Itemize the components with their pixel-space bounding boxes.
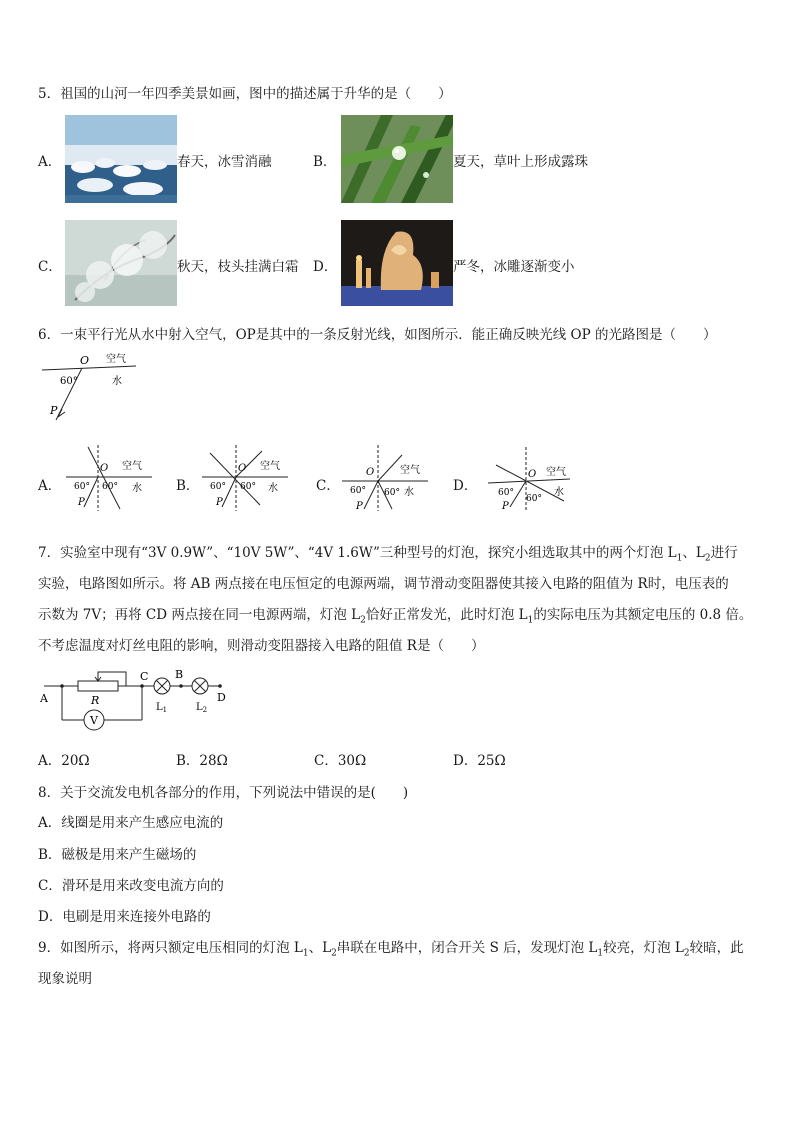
q7-option-b: B．28Ω xyxy=(176,753,228,769)
svg-text:空气: 空气 xyxy=(260,461,280,472)
svg-text:水: 水 xyxy=(554,487,564,498)
q6-option-b-letter: B． xyxy=(176,478,200,494)
terminal-a-label: A xyxy=(40,692,48,705)
svg-text:60°: 60° xyxy=(102,482,118,492)
svg-text:O: O xyxy=(366,467,375,478)
frost-on-branches-photo xyxy=(65,220,177,306)
terminal-c-label: C xyxy=(140,670,149,683)
rheostat-symbol xyxy=(78,681,118,691)
q8-option-b: B．磁极是用来产生磁场的 xyxy=(38,847,197,863)
svg-text:O: O xyxy=(528,469,537,480)
svg-text:O: O xyxy=(100,463,109,474)
q6-stem: 6．一束平行光从水中射入空气，OP是其中的一条反射光线，如图所示．能正确反映光线 OP 的光路图是（ ） xyxy=(38,327,717,343)
q5-stem: 5．祖国的山河一年四季美景如画，图中的描述属于升华的是（ ） xyxy=(38,86,452,102)
air-label: 空气 xyxy=(106,354,126,365)
dew-on-grass-photo xyxy=(341,115,453,203)
voltmeter-label: V xyxy=(90,714,98,727)
q5-option-d-text: 严冬，冰雕逐渐变小 xyxy=(453,259,575,275)
svg-text:60°: 60° xyxy=(384,488,400,498)
lamp-l2-label: $L_2$ xyxy=(196,702,208,714)
q7-option-a: A．20Ω xyxy=(38,753,90,769)
q5-option-b-text: 夏天，草叶上形成露珠 xyxy=(453,154,588,170)
q6-option-c-letter: C． xyxy=(316,478,340,494)
q7-option-c: C．30Ω xyxy=(314,753,367,769)
melting-ice-photo xyxy=(65,115,177,203)
q8-option-c: C．滑环是用来改变电流方向的 xyxy=(38,878,224,894)
svg-text:P: P xyxy=(356,501,363,512)
q5-option-a-text: 春天，冰雪消融 xyxy=(177,154,272,170)
svg-text:O: O xyxy=(238,463,247,474)
q6-option-b-diagram xyxy=(200,443,292,513)
svg-text:60°: 60° xyxy=(498,488,514,498)
point-p-label: P xyxy=(50,404,58,417)
q5-option-c-text: 秋天，枝头挂满白霜 xyxy=(177,259,299,275)
q6-option-d-diagram xyxy=(486,443,578,513)
water-label: 水 xyxy=(112,376,122,387)
angle-label: 60° xyxy=(60,376,78,387)
q7-option-d: D．25Ω xyxy=(453,753,506,769)
q5-option-c-letter: C． xyxy=(38,259,62,275)
point-o-label: O xyxy=(80,354,90,367)
rheostat-label: R xyxy=(91,694,100,707)
q8-option-a: A．线圈是用来产生感应电流的 xyxy=(38,815,224,831)
svg-text:60°: 60° xyxy=(74,482,90,492)
svg-text:水: 水 xyxy=(404,487,414,498)
q6-option-c-diagram xyxy=(340,443,432,513)
q8-option-d: D．电刷是用来连接外电路的 xyxy=(38,909,211,925)
q7-circuit-diagram xyxy=(36,664,236,736)
q6-reference-diagram xyxy=(38,350,148,426)
svg-text:60°: 60° xyxy=(210,482,226,492)
svg-text:空气: 空气 xyxy=(546,467,566,478)
q6-option-a-diagram xyxy=(64,443,156,513)
svg-text:60°: 60° xyxy=(350,486,366,496)
q6-option-a-letter: A． xyxy=(38,478,62,494)
q8-stem: 8．关于交流发电机各部分的作用，下列说法中错误的是( ) xyxy=(38,785,409,801)
svg-text:P: P xyxy=(502,501,509,512)
q7-line-2: 实验，电路图如所示。将 AB 两点接在电压恒定的电源两端，调节滑动变阻器使其接入电路的阻值为 R时，电压表的 xyxy=(38,576,729,592)
svg-text:水: 水 xyxy=(268,483,278,494)
svg-text:空气: 空气 xyxy=(400,465,420,476)
svg-text:P: P xyxy=(216,497,223,508)
q5-option-d-letter: D． xyxy=(313,259,338,275)
q7-line-4: 不考虑温度对灯丝电阻的影响，则滑动变阻器接入电路的阻值 R是（ ） xyxy=(38,638,485,654)
svg-text:P: P xyxy=(78,497,85,508)
q7-line-3: 示数为 7V；再将 CD 两点接在同一电源两端，灯泡 $L_2$恰好正常发光，此时灯泡 $L_1$的实际电压为其额定电压的 0.8 倍。 xyxy=(38,607,753,626)
q9-line-2: 现象说明 xyxy=(38,971,92,987)
svg-text:60°: 60° xyxy=(526,494,542,504)
svg-text:空气: 空气 xyxy=(122,461,142,472)
lamp-l1-label: $L_1$ xyxy=(156,702,168,714)
q7-line-1: 7．实验室中现有“3V 0.9W”、“10V 5W”、“4V 1.6W”三种型号的灯泡，探究小组选取其中的两个灯泡 $L_1$、$L_2$进行 xyxy=(38,545,738,564)
ice-sculpture-photo xyxy=(341,220,453,306)
terminal-b-label: B xyxy=(175,668,184,681)
terminal-d-label: D xyxy=(217,691,226,704)
q5-option-a-letter: A． xyxy=(38,154,62,170)
svg-text:水: 水 xyxy=(132,483,142,494)
q5-option-b-letter: B． xyxy=(313,154,337,170)
q6-option-d-letter: D． xyxy=(453,478,478,494)
svg-text:60°: 60° xyxy=(240,482,256,492)
q9-line-1: 9．如图所示，将两只额定电压相同的灯泡 $L_1$、$L_2$串联在电路中，闭合开关 S 后，发现灯泡 $L_1$较亮，灯泡 $L_2$较暗，此 xyxy=(38,940,744,959)
